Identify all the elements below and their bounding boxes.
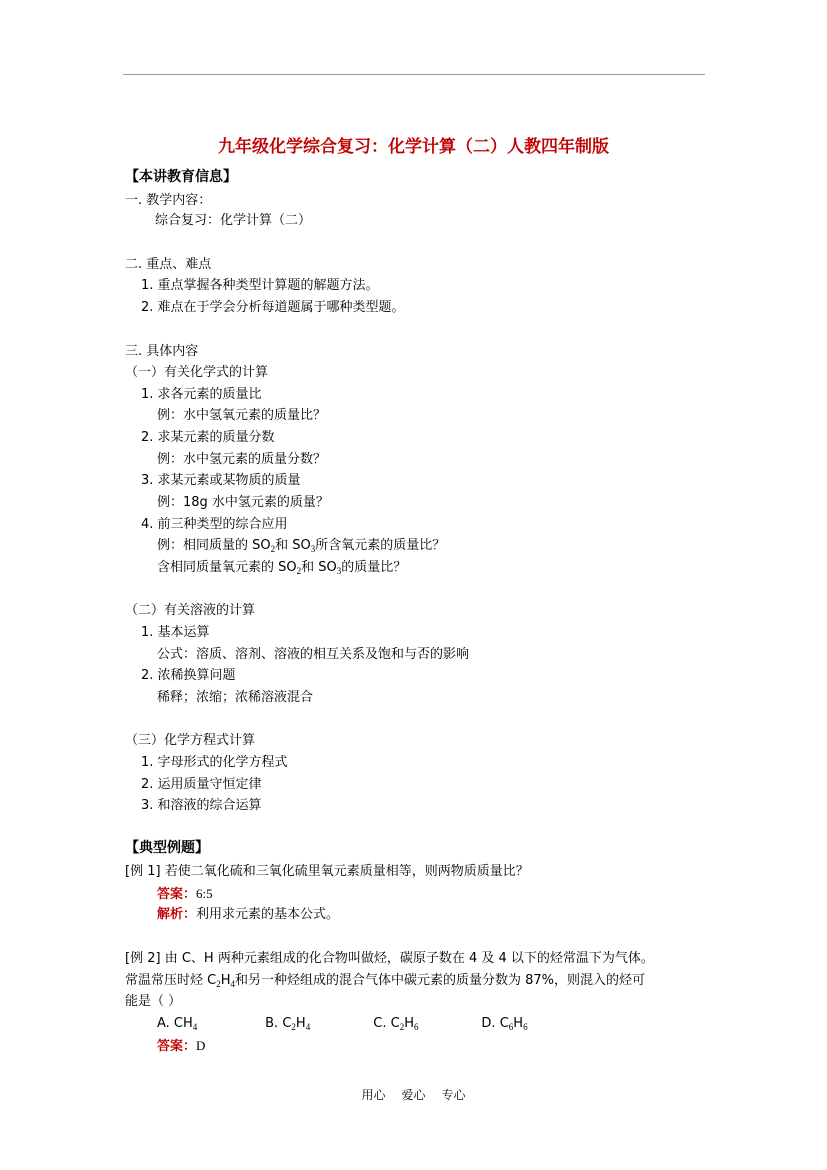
part2-item-1: 1. 重点掌握各种类型计算题的解题方法。 xyxy=(141,278,379,293)
info-heading: 【本讲教育信息】 xyxy=(125,169,237,185)
sub2-item-1: 1. 基本运算 xyxy=(141,625,210,640)
sub1-example-4a: 例：相同质量的 $SO_2$和 $SO_3$所含氧元素的质量比？ xyxy=(157,538,446,554)
sub2-heading: （二）有关溶液的计算 xyxy=(125,603,256,618)
sub1-heading: （一）有关化学式的计算 xyxy=(125,365,269,380)
option-b: B. $C_2H_4$ xyxy=(265,1016,311,1032)
example-1-analysis: 解析：利用求元素的基本公式。 xyxy=(157,907,340,922)
example-2-line-2: 常温常压时烃 $C_2H_4$和另一种烃组成的混合气体中碳元素的质量分数为 87%，则混入的烃可 xyxy=(125,973,646,989)
option-d: D. $C_6H_6$ xyxy=(481,1016,528,1032)
sub1-example-2: 例：水中氢元素的质量分数？ xyxy=(157,452,327,467)
footer-word-3: 专心 xyxy=(441,1088,466,1102)
sub2-item-2: 2. 浓稀换算问题 xyxy=(141,668,236,683)
part1-text: 综合复习：化学计算（二） xyxy=(155,213,312,228)
page-footer xyxy=(0,1086,827,1103)
option-a: A. $CH_4$ xyxy=(157,1016,198,1032)
option-c: C. $C_2H_6$ xyxy=(373,1016,419,1032)
part2-heading: 二. 重点、难点 xyxy=(125,257,212,272)
sub1-example-1: 例：水中氢氧元素的质量比？ xyxy=(157,408,327,423)
example-1-question: [例 1] 若使二氧化硫和三氧化硫里氧元素质量相等，则两物质质量比？ xyxy=(125,864,529,879)
sub1-item-4: 4. 前三种类型的综合应用 xyxy=(141,517,288,532)
sub3-heading: （三）化学方程式计算 xyxy=(125,733,256,748)
part1-heading: 一. 教学内容： xyxy=(125,193,212,208)
sub3-item-3: 3. 和溶液的综合运算 xyxy=(141,798,262,813)
example-2-answer: 答案：D xyxy=(157,1038,206,1054)
sub1-example-4b: 含相同质量氧元素的 $SO_2$和 $SO_3$的质量比？ xyxy=(157,560,407,576)
footer-word-2: 爱心 xyxy=(401,1088,426,1102)
page-title: 九年级化学综合复习：化学计算（二）人教四年制版 xyxy=(218,137,609,157)
sub1-item-3: 3. 求某元素或某物质的质量 xyxy=(141,473,301,488)
part3-heading: 三. 具体内容 xyxy=(125,344,199,359)
sub3-item-1: 1. 字母形式的化学方程式 xyxy=(141,755,288,770)
footer-word-1: 用心 xyxy=(361,1088,386,1102)
sub1-item-2: 2. 求某元素的质量分数 xyxy=(141,430,275,445)
part2-item-2: 2. 难点在于学会分析每道题属于哪种类型题。 xyxy=(141,300,405,315)
sub1-example-3: 例：18g 水中氢元素的质量？ xyxy=(157,495,329,510)
examples-heading: 【典型例题】 xyxy=(125,840,209,856)
sub2-detail-2: 稀释；浓缩；浓稀溶液混合 xyxy=(157,690,314,705)
sub1-item-1: 1. 求各元素的质量比 xyxy=(141,387,262,402)
example-2-line-3: 能是（ ） xyxy=(125,994,182,1009)
example-2-line-1: [例 2] 由 C、H 两种元素组成的化合物叫做烃，碳原子数在 4 及 4 以下的烃常温下为气体。 xyxy=(125,951,654,966)
example-2-options xyxy=(157,1016,585,1035)
header-rule xyxy=(123,74,705,75)
sub2-detail-1: 公式：溶质、溶剂、溶液的相互关系及饱和与否的影响 xyxy=(157,647,470,662)
example-1-answer: 答案：6:5 xyxy=(157,886,213,902)
sub3-item-2: 2. 运用质量守恒定律 xyxy=(141,777,262,792)
